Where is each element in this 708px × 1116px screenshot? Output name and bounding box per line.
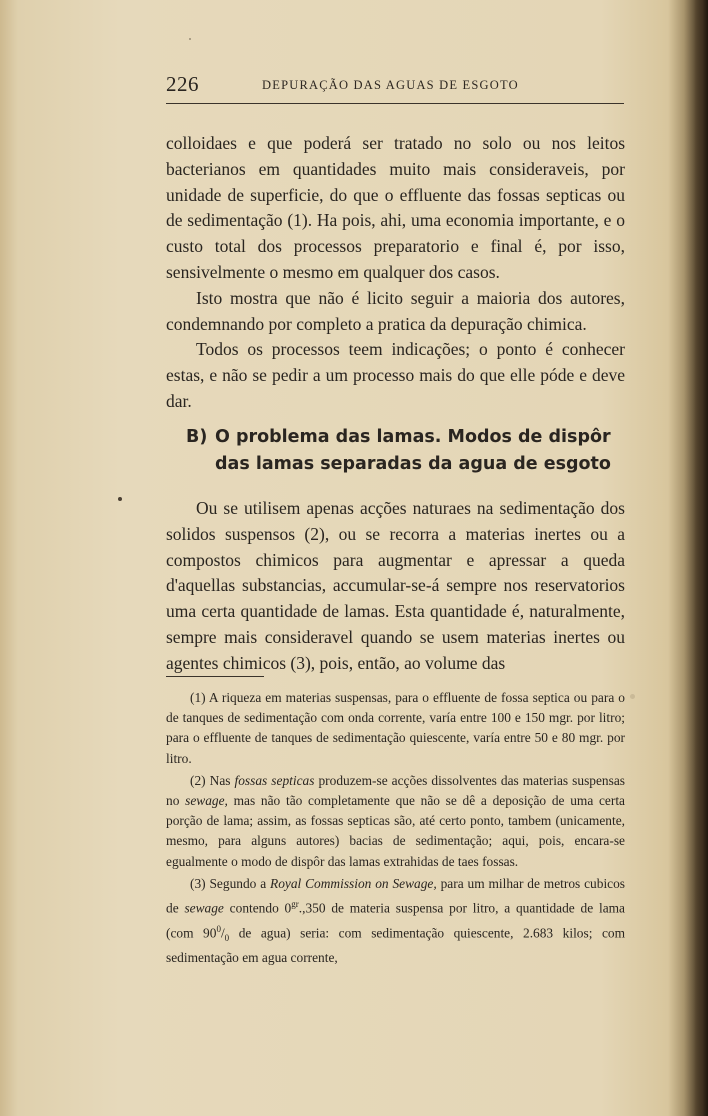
footnote-3-text: contendo 0 xyxy=(223,900,292,916)
footnote-3-superscript: 0 xyxy=(216,923,221,934)
footnote-2-italic: fossas septicas xyxy=(234,772,315,788)
paper-speck xyxy=(189,38,191,40)
header-rule xyxy=(166,103,624,104)
footnote-2-text: mas não tão completamente que não se dê a deposição de uma certa porção de lama; assim, as fossas septicas são, até certo ponto, tambem (unicamente, mesmo, para alguns autores) bacias de sedimentação; aqui, pois, encara-se egualmente o modo de dispôr das lamas extrahidas de taes fossas. xyxy=(166,793,625,869)
footnote-2-italic: sewage, xyxy=(185,793,228,809)
footnote-3 xyxy=(166,874,625,968)
footnote-2 xyxy=(166,771,625,872)
paragraph-continuation: colloidaes e que poderá ser tratado no solo ou nos leitos bacterianos em quantidades muito mais consideraveis, por unidade de superficie, do que o effluente das fossas septicas ou de sedimentação (1). Ha pois, ahi, uma economia importante, e o custo total dos processos preparatorio e final é, por isso, sensivelmente o mesmo em qualquer dos casos. xyxy=(166,133,625,282)
footnote-3-text: .,350 de materia suspensa por litro, a quantidade de lama (com 90 xyxy=(166,900,625,941)
footnote-rule xyxy=(166,676,264,677)
footnote-3-subscript: 0 xyxy=(224,932,230,943)
paragraph-lamas: Ou se utilisem apenas acções naturaes na sedimentação dos solidos suspensos (2), ou se recorra a materias inertes ou a compostos chimicos para augmentar e apressar a queda d'aquellas substancias, accumular-se-á sempre nos reservatorios uma certa quantidade de lamas. Esta quantidade é, naturalmente, sempre mais consideravel quando se usem materias inertes ou agentes chimicos (3), pois, então, ao volume das xyxy=(166,498,625,673)
footnote-2-text: (2) Nas xyxy=(190,772,235,788)
body-text-upper xyxy=(166,131,625,415)
body-text-lower xyxy=(166,496,625,677)
section-title-line2: das lamas separadas da agua de esgoto xyxy=(215,454,611,474)
section-heading xyxy=(186,424,626,478)
footnote-3-text: / xyxy=(220,925,225,941)
footnote-3-italic: Royal Commission on Sewage, xyxy=(270,875,437,891)
paragraph-processos: Todos os processos teem indicações; o ponto é conhecer estas, e não se pedir a um processo mais do que elle póde e deve dar. xyxy=(166,339,625,411)
page-number: 226 xyxy=(166,72,199,96)
footnotes xyxy=(166,688,625,970)
page-header xyxy=(166,72,624,102)
page-edge-shadow xyxy=(694,0,708,1116)
paper-speck xyxy=(630,694,635,699)
footnote-3-italic: sewage xyxy=(184,900,224,916)
paper-speck xyxy=(118,497,122,501)
footnote-3-text: de agua) seria: com sedimentação quiescente, 2.683 kilos; com sedimentação em agua corrente, xyxy=(166,925,625,966)
section-title-line1: O problema das lamas. Modos de dispôr xyxy=(215,427,611,447)
section-marker: B) xyxy=(186,427,208,447)
footnote-2-text: produzem-se acções dissolventes das materias suspensas no xyxy=(166,772,625,809)
footnote-3-text: (3) Segundo a xyxy=(190,875,271,891)
footnote-1: (1) A riqueza em materias suspensas, para o effluente de fossa septica ou para o de tanques de sedimentação com onda corrente, varía entre 100 e 150 mgr. por litro; para o effluente de tanques de sedimentação quiescente, varía entre 50 e 80 mgr. por litro. xyxy=(166,690,625,766)
footnote-3-text: para um milhar de metros cubicos de xyxy=(166,875,626,916)
running-title: DEPURAÇÃO DAS AGUAS DE ESGOTO xyxy=(262,78,519,92)
paragraph-licito: Isto mostra que não é licito seguir a maioria dos autores, condemnando por completo a pratica da depuração chimica. xyxy=(166,287,625,334)
footnote-3-superscript: gr xyxy=(291,899,299,910)
